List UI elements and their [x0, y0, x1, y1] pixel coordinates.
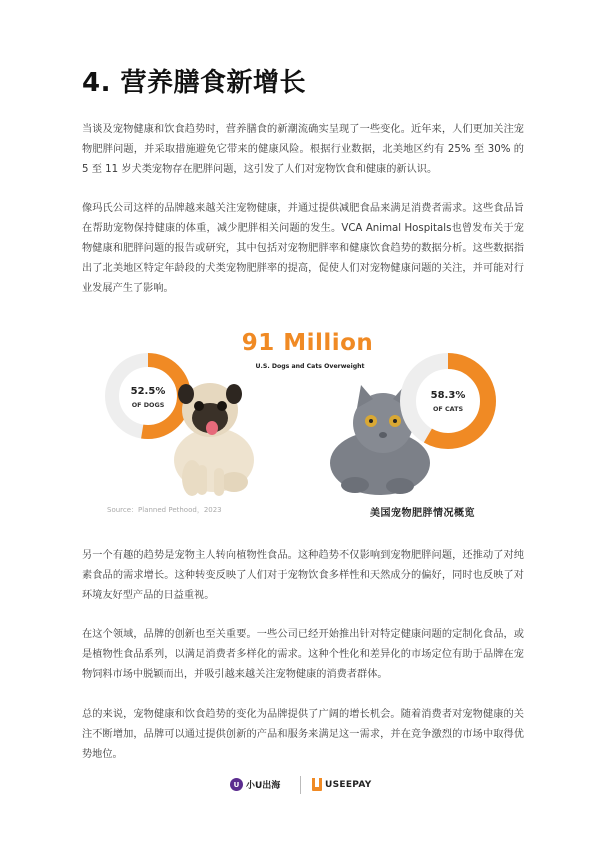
footer-divider: [300, 776, 301, 794]
useepay-logo-text: USEEPAY: [325, 779, 372, 790]
section-heading: 4. 营养膳食新增长: [82, 68, 307, 98]
cats-donut-chart: [398, 351, 498, 451]
useepay-logo: [312, 778, 372, 791]
cats-percent: 58.3%: [430, 390, 466, 401]
dogs-percent: 52.5%: [130, 386, 166, 397]
headline-number: 91 Million: [241, 330, 374, 356]
headline-subtitle: U.S. Dogs and Cats Overweight: [255, 363, 365, 370]
pug-dog-icon: [152, 370, 272, 500]
xiaou-logo-mark: U: [230, 778, 243, 791]
paragraph-1: 当谈及宠物健康和饮食趋势时，营养膳食的新潮流确实呈现了一些变化。近年来，人们更加关注宠物肥胖问题，并采取措施避免它带来的健康风险。根据行业数据，北美地区约有 25% 至 30% 的 5 至 11 岁犬类宠物存在肥胖问题，这引发了人们对宠物饮食和健康的新认识。: [82, 124, 524, 175]
useepay-logo-mark: [312, 778, 322, 791]
source-note: Source：Planned Pethood，2023: [107, 506, 222, 514]
paragraph-3: 另一个有趣的趋势是宠物主人转向植物性食品。这种趋势不仅影响到宠物肥胖问题，还推动了对纯素食品的需求增长。这种转变反映了人们对于宠物饮食多样性和天然成分的偏好，同时也反映了对环境友好型产品的日益重视。: [82, 550, 524, 601]
paragraph-5: 总的来说，宠物健康和饮食趋势的变化为品牌提供了广阔的增长机会。随着消费者对宠物健康的关注不断增加，品牌可以通过提供创新的产品和服务来满足这一需求，并在竞争激烈的市场中取得优势地位。: [82, 709, 524, 760]
cats-label: OF CATS: [432, 405, 464, 413]
dogs-label: OF DOGS: [131, 401, 165, 409]
paragraph-2: 像玛氏公司这样的品牌越来越关注宠物健康，并通过提供减肥食品来满足消费者需求。这些食品旨在帮助宠物保持健康的体重，减少肥胖相关问题的发生。VCA Animal Hospitals也曾发布关于宠物健康和肥胖问题的报告或研究，其中包括对宠物肥胖率和健康饮食趋势的数据分析。这些数据指出了北美地区特定年龄段的犬类宠物肥胖率的提高，促使人们对宠物健康问题的关注，并可能对行业发展产生了影响。: [82, 203, 524, 294]
xiaou-logo-text: 小U出海: [246, 781, 281, 791]
paragraph-4: 在这个领域，品牌的创新也至关重要。一些公司已经开始推出针对特定健康问题的定制化食品，或是植物性食品系列，以满足消费者多样化的需求。这种个性化和差异化的市场定位有助于品牌在宠物饲料市场中脱颖而出，并吸引越来越关注宠物健康的消费者群体。: [82, 629, 524, 680]
obesity-infographic: [100, 325, 510, 525]
page-footer: [0, 775, 600, 805]
figure-caption: 美国宠物肥胖情况概览: [370, 508, 475, 519]
xiaou-logo: [230, 778, 280, 791]
